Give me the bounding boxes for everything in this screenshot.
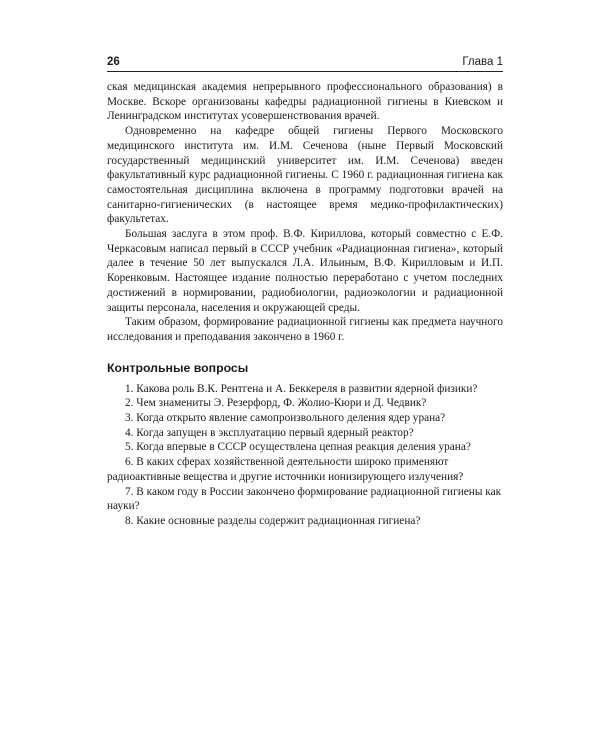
question-item: 7. В каком году в России закончено формирование радиационной гигиены как науки?	[107, 485, 502, 513]
paragraph: Большая заслуга в этом проф. В.Ф. Кириллова, который совместно с Е.Ф. Черкасовым написал первый в СССР учебник «Радиационная гигиена», который далее в течение 50 лет выпускался Л.А. Ильиным, В.Ф. Кирилловым и И.П. Коренковым. Настоящее издание полностью переработано с учетом последних достижений в нормировании, радиобиологии, радиоэкологии и радиационной защиты персонала, населения и окружающей среды.	[107, 228, 503, 314]
paragraph: Таким образом, формирование радиационной гигиены как предмета научного исследования и преподавания закончено в 1960 г.	[107, 316, 503, 343]
section-title: Контрольные вопросы	[107, 360, 249, 375]
paragraph: Одновременно на кафедре общей гигиены Первого Московского медицинского института им. И.М. Сеченова (ныне Первый Московский государственный медицинский университет им. И.М. Сеченова) введен факультативный курс радиационной гигиены. С 1960 г. радиационная гигиена как самостоятельная дисциплина включена в программу подготовки врачей на санитарно-гигиенических (в настоящее время медико-профилактических) факультетах.	[107, 125, 503, 226]
question-item: 2. Чем знамениты Э. Резерфорд, Ф. Жолио-Кюри и Д. Чедвик?	[125, 397, 427, 410]
header-rule	[107, 71, 503, 72]
book-page	[107, 52, 503, 529]
question-list	[107, 382, 503, 529]
question-item: 8. Какие основные разделы содержит радиационная гигиена?	[125, 514, 421, 527]
question-item: 3. Когда открыто явление самопроизвольного деления ядер урана?	[125, 412, 446, 425]
running-header	[107, 52, 503, 70]
question-item: 6. В каких сферах хозяйственной деятельности широко применяют радиоактивные вещества и другие источники ионизирующего излучения?	[107, 456, 464, 483]
body-text	[107, 80, 503, 345]
question-item: 5. Когда впервые в СССР осуществлена цепная реакция деления урана?	[125, 441, 471, 454]
page-number: 26	[107, 56, 120, 68]
question-item: 1. Какова роль В.К. Рентгена и А. Беккереля в развитии ядерной физики?	[125, 382, 478, 395]
question-item: 4. Когда запущен в эксплуатацию первый ядерный реактор?	[125, 426, 414, 439]
chapter-label: Глава 1	[462, 56, 503, 68]
paragraph-continuation: ская медицинская академия непрерывного профессионального образования) в Москве. Вскоре организованы кафедры радиационной гигиены в Киевском и Ленинградском институтах усовершенствования врачей.	[107, 81, 503, 123]
